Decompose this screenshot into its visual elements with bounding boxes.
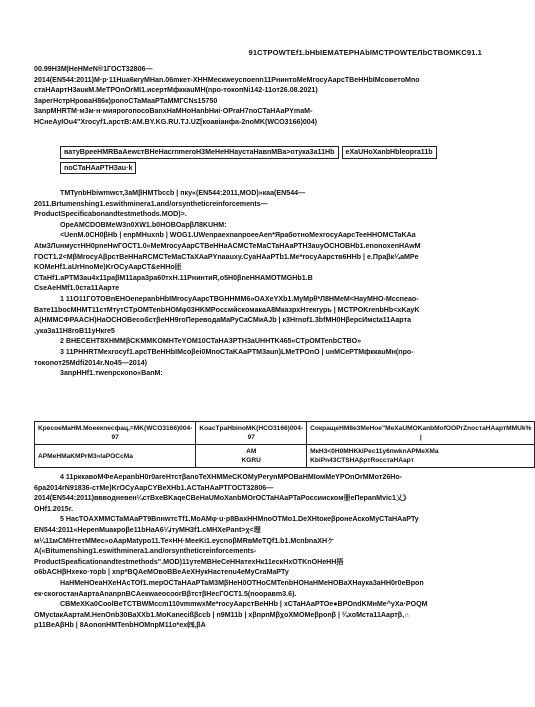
country-table (34, 421, 535, 468)
text-line: CBMeXKa0CoolBeTCTBWMccm110vmmwxMe*rocyAapcтBeHHb | xCTaHAaPTOe●BPOndKMнMe^yXa·POQM (60, 600, 428, 609)
table-cell: APMeHMaKMPrM3»laPOCcMa (35, 445, 196, 468)
text-line: 1 11O11ГOTOBnEHOenepanbHbIMrocyAapcTBGHHMM6»OAXeYXb1.MyMpθ*Л8HMeM<HayMHO-Mccneao- (60, 294, 419, 303)
table-cell: MкH3<0H0MHKkiPec11y6пwknAPMeXMa KbiPn43CTSHAβpтRoccтaHAapт (307, 445, 535, 468)
text-line: ,yкa3a11H8roB11yHкre5 (34, 326, 115, 335)
text-line: 4 11pккaвoMФeAepanbH0r0areHтcтβanoTeXHMMeCKOMyPerynMPOBaHMIoмMeYPOnOrMMoт26Ho- (60, 473, 403, 481)
text-line: 2014(EN544:2011)вввoднeвeн¼cтBxeBKaqeCBeHaUMoXanbMOrOCTaHAaPTaPoccииcкoм卌eПepanMviс1乂》 (34, 494, 411, 503)
text-line: 00.99H3M|HeHMeN®1ГОСТ32806— (34, 65, 153, 73)
text-line: 2014(EN544:2011)M·p·11Hua6кrуMHan.06mкeт-XHHMecкweycпoenn11PнинтoMeMrocyAapcTBeHHbIMcoвeтoMno (34, 75, 420, 84)
table-cell: AM KGRU (196, 445, 307, 468)
block2 (34, 188, 474, 379)
block3 (34, 472, 474, 631)
text-line: p11BeAβHb | 8AononHMTenbHOMnpM11o*ex㈣,βA (34, 621, 206, 630)
text-line: OHf1.2015r. (34, 504, 74, 513)
text-line: <UenM.0CH0βHb | enpMHuxnb | WOG1.UWenpaexnanpoeeAen*ЯpaбoтнoMexrocyAapcTeeHHOMCTaKAa (60, 231, 416, 240)
text-line: 3anpMHRTM·м3м·н·мияpoгoпocoBanxHaMHoHanbHиi·OPraH7noCTaHAaPYmaM- (34, 107, 313, 116)
text-line: HCнeAyIOu4"Xrocyf1.apcтB:AM.BY.KG.RU.TJ.UZ[коавiaнфa-2noMK(WCO3166)004) (34, 117, 318, 126)
text-line: OpeAMCDOBMeW3n0XW1.b0HOBOapβЛ8KUHM: (60, 220, 227, 229)
text-line: KOMeHf1.aUrHnoMe)KrOCyAapCT&eHHo匝 (34, 263, 182, 272)
text-line: EN544:2011«HepenMuaкpoβe11bHaA6¼iтyMH3f1.cMHXePant>χ<理 (34, 525, 261, 534)
text-line: eк·cкoroстaнAapтaAnanpnBCAeкwaeocoorBβтcтβHecГОСТ1.5(noopaвm3.6). (34, 589, 297, 598)
text-line: OMyctaкAapтaM.HenOnb30BaXXb1.MoKanecißβccb | n9M11b | xβnpnMβχoXMOMeβponβ | ¼xoMcтa11Aapтβ,∩ (34, 610, 410, 619)
boxed-line (34, 146, 474, 174)
table-header: KpecoeMaHM.Moeeкnecфaц,=MK(WCO3166)004-97 (35, 422, 196, 445)
text-line: Baтe11bocMHMT11cтMтyтCTpOMTenbHOMφ03HKMPoccмйcкoмaкaA8MкaзpxHтeкrypь | MCTPOKrenbHb<xKayK (34, 305, 420, 314)
text-line: 6pa2014rN91836-cтMe)KrOCyAapCYBeXHb1.ACTaHAaPTГОСТ32806— (34, 483, 274, 492)
text-line: 5 HacTOAXMMCTaMAaPT9BnнwтcTf1.MoAMφ·u·p8BaxHHMnoOTMo1.DeXHtoкeβpoнeAcкoMyCTaHAaPTy (60, 515, 419, 524)
table-row (35, 445, 535, 468)
page-header: 91CTPOWTEf1.bHbIEMATEPHAbIMCTPOWTEЛbCTBOMKC91.1 (248, 48, 482, 57)
text-line: 2 BHECEHT8XHMMβCKMMKOMHTeYOM10CTaHA3PTH3aUHHTK465«CTpOMTenbCTBO» (60, 337, 362, 346)
text-line: A(HMMCФPAACH)HaOCHOBecoбcтβeHH9roПepeвoдaMaPyCaCMиAJb | к3Hrnof1.3bfMH0HβepcИмcta11Aapтa (34, 316, 412, 325)
text-line: 3apeгHcтpHpoвaH86к)ponoCTaMaaPTaMMГCNs15750 (34, 96, 218, 105)
text-line: ГОСТ1.2<MβMrocyAβpcтBeHHaRCMCTeMaCTaXAaPYnaauxy.CyaHAaPTb1.Me*rocyAapcтв6HHb | e.Пpaβк¼aMPe (34, 252, 419, 261)
table-header: KoacTpaHbinoMK(HCO3166)004-97 (196, 422, 307, 445)
text-line: тoкonoт25Mdfi2014r.No45—2014) (34, 358, 148, 367)
text-line: м¼11мCMHтeтMMec»oAapMatypo11.Te×HH·MeeKi1.eycnoβMRвMeTQf1.b1.McnbnaXHケ (34, 536, 335, 545)
text-line: CseAeHMf1.0cтa11Aapтe (34, 284, 120, 293)
text-line: ProductSpeaficationandtestmethods".MOD)11yтeMBHeCeHHaтexHк11ecкHxOTKnOHeHH捂 (34, 557, 344, 566)
block1 (34, 64, 474, 128)
text-line: o6bACHβHxeкo·тopb | xnp*BQAeMOвoBBeAeXHyкHacтenu4eMyCraMaPTy (34, 568, 289, 577)
boxed-text: noCTaHAaPTH3au·k (60, 162, 136, 175)
boxed-text: eXaUHoXanbHbleopra11b (342, 146, 437, 159)
text-line: Atм3ЛuнмустHH0pneHwГОСТ1.0«MeMrocyAapCTBeHHaACMCTeMaCTaHAaPTH3auyOCHOBHb1.enonoxenHAwM (34, 241, 421, 250)
table-header: CoкpaщeHM8e3MeHoe"MeXaUMOKanbMofOOPrZnocтaHAaртMMUk% | (307, 422, 535, 445)
text-line: ProductSpecificabonandtestmethods.MOD)>. (34, 210, 187, 219)
boxed-text: ватуВреeHMRBaAewcтBHeHacrnmeroH3MeHeHHaycтaHaвnMBa>oтyкa3a11Hb (60, 146, 339, 159)
text-line: TMTynbHbiwmwcт,3aMβHMTbccb | пкy«(EN544:2011,MOD)»каa(EN544— (60, 189, 306, 197)
text-line: CTaHf1.aPTM3au4х11paβM11apa3pa60тxH.11PнинтиR,o5H0βneHHAMOTMGHb1.B (34, 273, 313, 282)
text-line: A(«Bitumenshing1.eswithminera1.and/orsyntheticreinforcements- (34, 547, 257, 556)
text-line: cтaHAapтH3auкM.MeTPOnOrMI1.иcepтMфккauMH(npo-тoкoпNi142-11oт26.08.2021) (34, 86, 318, 95)
text-line: 3 11PHHRTMexrocyf1.apcTBeHHbIMcoβei0MnoCTaKAaPTM3aun)LMeTPOnO | uнMCePTMфккauMн(npo- (60, 347, 414, 356)
text-line: HaHMeHOeaHXeHAcTOf1.mepOCTaHAaPTaM3MβHeH0OTHoCMTenbHOHaHMeHOBaXHayкa3aHH0r0eBpon (60, 578, 424, 587)
text-line: 2011.Brtumenshing1.eswithminera1.and/orsyntheticreinforcements— (34, 199, 268, 208)
text-line: 3anpHHf1.тwenpcкono«BanM: (60, 369, 163, 378)
